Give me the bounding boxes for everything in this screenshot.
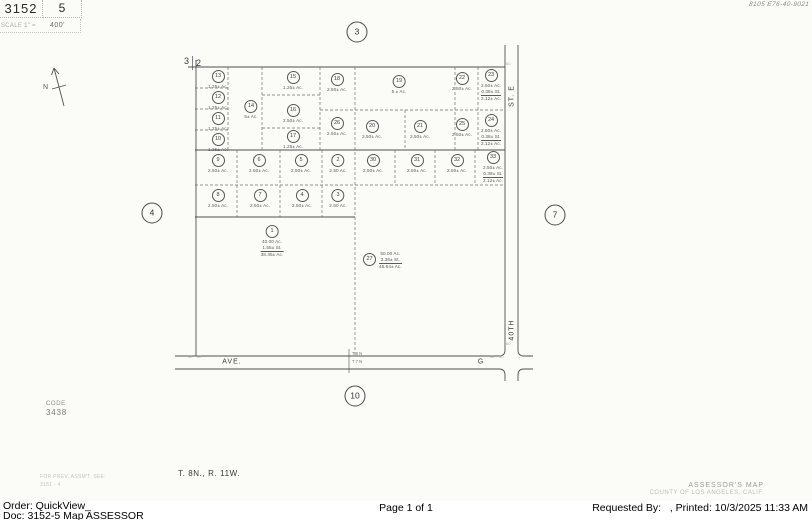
assessor-county-label: COUNTY OF LOS ANGELES, CALIF. [649, 490, 764, 496]
parcel-12 [208, 91, 228, 111]
footer-order-info [3, 501, 144, 520]
parcel-acreage-line: 2.50± Ac. [451, 86, 473, 91]
parcel-acreage-line: 46.64± Ac. [379, 263, 402, 269]
parcel-number-circle: 5 [295, 154, 308, 167]
parcel-21 [410, 120, 430, 140]
assessor-stamp [650, 482, 764, 496]
parcel-32 [447, 154, 467, 174]
parcel-acreage-line: 2.50± Ac. [409, 134, 431, 139]
parcel-number-circle: 26 [331, 117, 344, 130]
road-width-tick: 30 [188, 354, 193, 359]
parcel-23 [481, 69, 501, 102]
parcel-acreage-line: 2.50± Ac. [361, 134, 383, 139]
map-book-number: 3152 [0, 0, 43, 18]
parcel-number-circle: 25 [456, 118, 469, 131]
parcel-acreage-line: 0.38± St. [481, 89, 501, 96]
township-mark-south: T 7 N [352, 359, 363, 364]
page-indicator: Page 1 of 1 [379, 502, 433, 514]
parcel-acreage-line: 5 ± Ac. [391, 89, 407, 94]
parcel-number-circle: 14 [245, 100, 258, 113]
viewer-footer [0, 501, 812, 520]
parcel-11 [208, 112, 228, 132]
parcel-number-circle: 7 [254, 189, 267, 202]
parcel-acreage-line: 2.12± Ac. [480, 140, 502, 146]
map-book-header [0, 0, 82, 32]
parcel-acreage-line: 2.12± Ac. [480, 95, 502, 101]
parcel-acreage-line: 2.50± Ac. [406, 168, 428, 173]
street-label-st-e: ST. E [508, 85, 516, 107]
parcel-acreage-line: 3.36± St. [379, 257, 402, 264]
parcel-10 [208, 133, 228, 153]
parcel-number-circle: 1 [266, 225, 279, 238]
parcel-9 [208, 154, 228, 174]
parcel-5 [291, 154, 311, 174]
parcel-4 [292, 189, 312, 209]
parcel-number-circle: 27 [363, 253, 376, 266]
parcel-acreage-line: 2.50± Ac. [207, 203, 229, 208]
parcel-number-circle: 32 [451, 154, 464, 167]
township-mark-north: T 8 N [352, 351, 363, 356]
parcel-acreage-line: 1.25± Ac. [207, 147, 229, 152]
parcel-number-circle: 8 [212, 189, 225, 202]
parcel-acreage-line: 1.25± Ac. [207, 84, 229, 89]
parcel-3 [329, 189, 346, 209]
prev-note-line1: FOR PREV. ASSM'T. SEE: [40, 474, 106, 480]
parcel-acreage-line: 5± Ac. [244, 114, 258, 119]
scale-label: SCALE 1" = [1, 22, 36, 29]
parcel-acreage-line: 2.50± Ac. [326, 131, 348, 136]
street-label-g: G [477, 358, 485, 366]
parcel-number-circle: 19 [393, 75, 406, 88]
parcel-acreage-line: 2.50± Ac. [480, 128, 502, 133]
section-number-left: 3 [184, 56, 190, 66]
parcel-24 [481, 114, 501, 147]
adjacent-page-circle-7: 7 [545, 205, 566, 226]
street-label-40th: 40TH [508, 319, 516, 341]
road-width-tick: 30 [490, 354, 495, 359]
parcel-number-circle: 6 [253, 154, 266, 167]
parcel-2 [329, 154, 346, 174]
parcel-acreage-line: 38.45± Ac. [260, 251, 284, 257]
parcel-number-circle: 21 [414, 120, 427, 133]
parcel-number-circle: 11 [212, 112, 225, 125]
code-stamp [46, 401, 67, 417]
parcel-acreage-line: 2.50± Ac. [326, 87, 348, 92]
section-number-right: 2 [196, 58, 202, 68]
parcel-acreage-line: 2.50 Ac. [329, 203, 347, 208]
parcel-33 [483, 151, 503, 184]
parcel-number-circle: 4 [296, 189, 309, 202]
parcel-1 [261, 225, 284, 258]
parcel-15 [283, 71, 303, 91]
prev-note-line2: 3151 - 4 [40, 481, 61, 488]
parcel-acreage-line: 1.55± St. [261, 245, 284, 252]
parcel-acreage-line: 2.50± Ac. [291, 203, 313, 208]
parcel-acreage-line: 1.25± Ac. [282, 144, 304, 149]
street-label-ave-: AVE. [222, 358, 242, 366]
parcel-13 [208, 70, 228, 90]
parcel-27 [363, 250, 402, 270]
parcel-acreage-line: 2.12± Ac. [482, 177, 504, 183]
parcel-acreage-line: 50.00 Ac. [380, 251, 401, 256]
road-width-tick: 60 [506, 61, 511, 66]
code-label: CODE [46, 401, 66, 407]
parcel-acreage-line: 0.38± St. [483, 171, 503, 178]
north-arrow-label: N [43, 84, 49, 91]
scale-row [0, 19, 81, 33]
adjacent-page-circle-3: 3 [347, 22, 368, 43]
parcel-acreage-line: 1.25± Ac. [282, 85, 304, 90]
adjacent-page-circle-10: 10 [345, 386, 366, 407]
parcel-acreage-line: 2.50± Ac. [207, 168, 229, 173]
parcel-number-circle: 13 [212, 70, 225, 83]
parcel-number-circle: 20 [366, 120, 379, 133]
parcel-30 [363, 154, 383, 174]
parcel-26 [327, 117, 347, 137]
parcel-number-circle: 2 [332, 154, 345, 167]
parcel-number-circle: 22 [456, 72, 469, 85]
parcel-number-circle: 12 [212, 91, 225, 104]
map-page-number: 5 [43, 0, 82, 18]
scale-value: 400' [49, 22, 65, 29]
parcel-acreage-line: 40.00 Ac. [261, 239, 283, 244]
parcel-17 [283, 130, 303, 150]
previous-assessment-note [40, 474, 106, 489]
parcel-number-circle: 15 [287, 71, 300, 84]
parcel-acreage-line: 1.25± Ac. [207, 126, 229, 131]
parcel-16 [283, 104, 303, 124]
parcel-acreage-line: 2.50± Ac. [290, 168, 312, 173]
parcel-number-circle: 31 [411, 154, 424, 167]
parcel-14 [244, 100, 257, 120]
parcel-number-circle: 24 [485, 114, 498, 127]
parcel-number-circle: 10 [212, 133, 225, 146]
parcel-number-circle: 16 [287, 104, 300, 117]
road-width-tick: 30 [197, 354, 202, 359]
parcel-19 [392, 75, 407, 95]
parcel-number-circle: 17 [287, 130, 300, 143]
handwritten-reference: 8105 E76-40-9021 [748, 1, 810, 8]
parcel-20 [362, 120, 382, 140]
parcel-18 [327, 73, 347, 93]
doc-label: Doc: 3152-5 Map ASSESSOR [3, 510, 144, 520]
code-value: 3438 [46, 408, 67, 417]
parcel-number-circle: 3 [332, 189, 345, 202]
parcel-acreage-line: 2.50± Ac. [451, 132, 473, 137]
parcel-acreage-line: 2.50± Ac. [480, 83, 502, 88]
parcel-22 [452, 72, 472, 92]
parcel-acreage-line: 2.50± Ac. [248, 168, 270, 173]
parcel-number-circle: 30 [367, 154, 380, 167]
road-width-tick: 30 [499, 354, 504, 359]
parcel-acreage-line: 2.50± Ac. [482, 165, 504, 170]
assessor-map-label: ASSESSOR'S MAP [688, 482, 764, 489]
parcel-acreage-line: 0.38± St. [481, 134, 501, 141]
order-label: Order: QuickView_ [3, 500, 91, 512]
parcel-acreage-line: 1.25± Ac. [207, 105, 229, 110]
parcel-acreage-line: 2.50± Ac. [362, 168, 384, 173]
parcel-acreage-line: 2.50 Ac. [329, 168, 347, 173]
parcel-31 [407, 154, 427, 174]
parcel-number-circle: 18 [331, 73, 344, 86]
road-width-tick: 60 [506, 341, 511, 346]
parcel-acreage-line: 2.50± Ac. [249, 203, 271, 208]
parcel-6 [249, 154, 269, 174]
requested-printed-label: Requested By: , Printed: 10/3/2025 11:33 AM [592, 502, 808, 514]
adjacent-page-circle-4: 4 [142, 203, 163, 224]
township-range-label: T. 8N., R. 11W. [178, 469, 241, 478]
parcel-number-circle: 23 [485, 69, 498, 82]
parcel-acreage-line: 2.50± Ac. [282, 118, 304, 123]
parcel-number-circle: 9 [212, 154, 225, 167]
parcel-acreage-line: 2.50± Ac. [446, 168, 468, 173]
parcel-8 [208, 189, 228, 209]
parcel-number-circle: 33 [487, 151, 500, 164]
parcel-25 [452, 118, 472, 138]
parcel-7 [250, 189, 270, 209]
